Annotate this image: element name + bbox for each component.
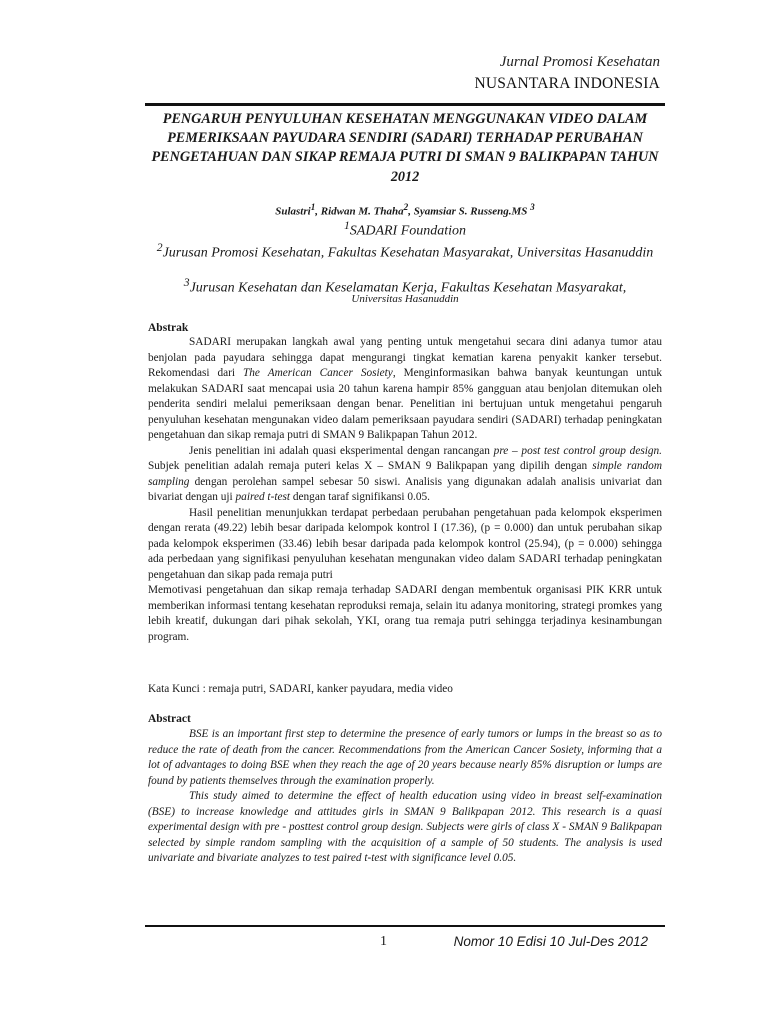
text-run: SADARI merupakan langkah awal yang penting untuk mengetahui secara dini adanya tumor atau benjolan pada payudara sehingga dapat mengurangi tingkat kematian karena penyakit kanker tersebut. Rekomendasi dari <box>148 336 662 379</box>
text-run-italic: simple random sampling <box>148 460 662 488</box>
text-run: Subjek penelitian adalah remaja puteri kelas X – SMAN 9 Balikpapan yang dipilih dengan <box>148 460 593 472</box>
author-superscript: 1 <box>310 202 316 212</box>
text-run-italic: pre – post test control group design. <box>493 444 662 457</box>
header-rule <box>145 103 665 106</box>
footer-rule <box>145 925 665 927</box>
affiliation-text: Jurusan Promosi Kesehatan, Fakultas Kesehatan Masyarakat, Universitas Hasanuddin <box>162 245 654 261</box>
abstract-body <box>148 727 662 867</box>
author-name: Syamsiar S. Russeng.MS <box>413 205 528 218</box>
abstrak-paragraph <box>148 335 662 444</box>
text-run: dengan perolehan sampel sebesar 50 siswi. Analisis yang digunakan adalah analisis univariat dan bivariat dengan uji <box>148 475 662 503</box>
abstrak-paragraph: Hasil penelitian menunjukkan terdapat perbedaan perubahan pengetahuan pada kelompok eksperimen dengan rerata (49.22) lebih besar daripada kelompok kontrol I (17.36), (p = 0.000) dan untuk perubahan sikap pada kelompok eksperimen (33.46) lebih besar daripada pada kelompok kontrol (25.94), (p = 0.000) sehingga ada perbedaan yang signifikasi penyuluhan kesehatan mengunakan video dalam SADARI terhadap peningkatan pengetahuan dan sikap pada remaja putri <box>148 506 662 581</box>
text-run: Jenis penelitian ini adalah quasi eksperimental dengan rancangan <box>189 444 494 457</box>
affiliation-1 <box>145 219 665 240</box>
text-run-italic: paired t-test <box>235 491 291 503</box>
author-superscript: 3 <box>530 202 535 212</box>
author-list <box>145 202 665 218</box>
author-name: Sulastri <box>275 205 311 218</box>
abstrak-paragraph: Memotivasi pengetahuan dan sikap remaja terhadap SADARI dengan membentuk organisasi PIK KRR untuk memberikan informasi tentang kesehatan reproduksi remaja, selain itu adanya monitoring, strategi promkes yang lebih kreatif, dukungan dari pihak sekolah, YKI, orang tua remaja putri sehingga terjadinya kesinambungan program. <box>148 584 662 643</box>
text-run: dengan taraf signifikansi 0.05. <box>290 491 430 503</box>
affiliation-superscript: 3 <box>183 276 190 289</box>
author-separator: , <box>408 205 414 218</box>
abstrak-body <box>148 335 662 645</box>
page-number: 1 <box>380 934 387 949</box>
abstrak-paragraph <box>148 444 662 506</box>
abstract-heading: Abstract <box>148 713 191 725</box>
affiliation-superscript: 1 <box>343 219 350 232</box>
affiliation-2 <box>145 238 665 263</box>
keywords: Kata Kunci : remaja putri, SADARI, kanker payudara, media video <box>148 683 453 695</box>
issue-info: Nomor 10 Edisi 10 Jul-Des 2012 <box>453 934 648 949</box>
journal-name: Jurnal Promosi Kesehatan <box>499 54 660 70</box>
affiliation-text: Jurusan Kesehatan dan Keselamatan Kerja, Fakultas Kesehatan Masyarakat, <box>189 280 627 296</box>
text-run: , Menginformasikan bahwa banyak keuntungan untuk melakukan SADARI saat mencapai usia 20 tahun karena hampir 85% gangguan atau benjolan ditemukan oleh penderita sendiri melalui pemeriksaan dengan benar. Penelitian ini bertujuan untuk mengetahui pengaruh penyuluhan kesehatan mengunakan video dalam pemeriksaan payudara sendiri (SADARI) terhadap peningkatan pengetahuan dan sikap remaja putri di SMAN 9 Balikpapan Tahun 2012. <box>148 367 662 441</box>
affiliation-text: SADARI Foundation <box>349 223 467 239</box>
abstract-paragraph: BSE is an important first step to determine the presence of early tumors or lumps in the breast so as to reduce the rate of death from the cancer. Recommendations from the American Cancer Sosiety, informing that a lot of advantages to doing BSE when they reach the age of 20 years because nearly 85% disruption or lumps are found by patients themselves through the examination properly. <box>148 728 662 787</box>
author-name: Ridwan M. Thaha <box>320 205 404 218</box>
author-separator: , <box>315 205 321 218</box>
affiliation-3-university: Universitas Hasanuddin <box>351 293 459 305</box>
author-superscript: 2 <box>403 202 409 212</box>
paper-title: PENGARUH PENYULUHAN KESEHATAN MENGGUNAKAN VIDEO DALAM PEMERIKSAAN PAYUDARA SENDIRI (SADARI) TERHADAP PERUBAHAN PENGETAHUAN DAN SIKAP REMAJA PUTRI DI SMAN 9 BALIKPAPAN TAHUN 2012 <box>151 111 659 185</box>
text-run-italic: The American Cancer Sosiety <box>243 367 393 379</box>
journal-subtitle: NUSANTARA INDONESIA <box>474 75 660 92</box>
abstract-paragraph: This study aimed to determine the effect of health education using video in breast self-examination (BSE) to increase knowledge and attitudes girls in SMAN 9 Balikpapan 2012. This research is a quasi experimental design with pre - posttest control group design. Subjects were girls of class X - SMAN 9 Balikpapan selected by simple random sampling with the acquisition of a sample of 50 students. The analysis is used univariate and bivariate analyzes to test paired t-test with significance level 0.05. <box>148 790 662 864</box>
affiliation-superscript: 2 <box>156 241 163 254</box>
abstrak-heading: Abstrak <box>148 322 189 334</box>
